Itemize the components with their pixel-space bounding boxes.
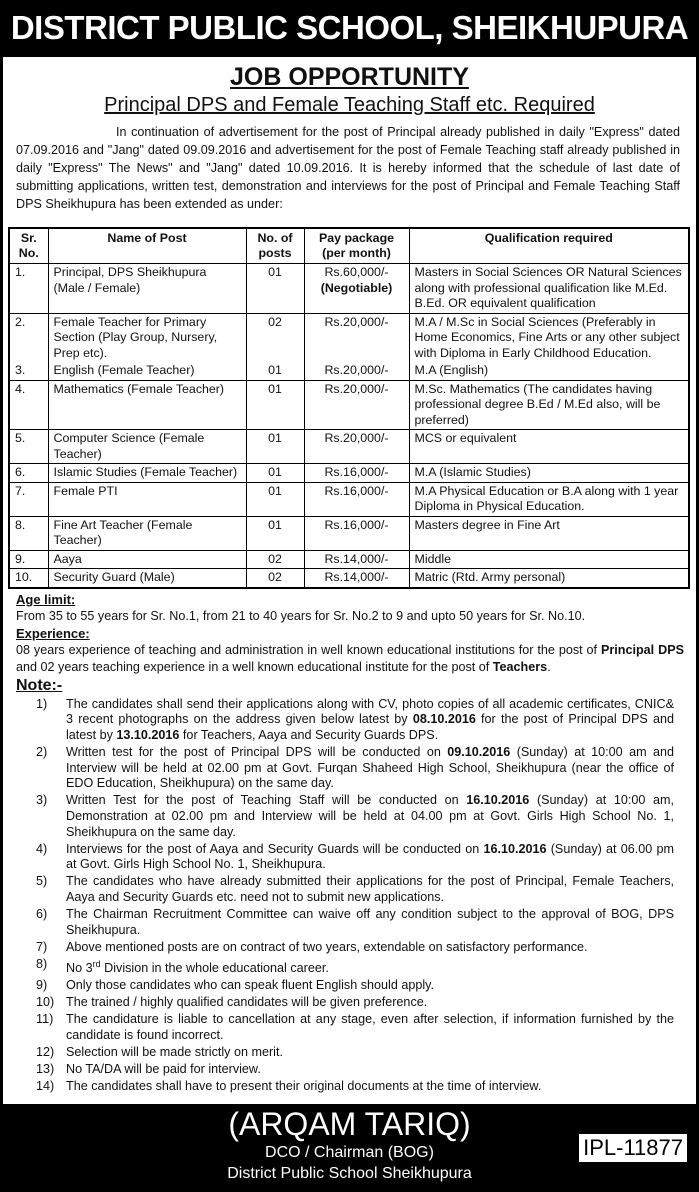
cell-posts: 01 bbox=[246, 464, 304, 483]
age-limit-heading: Age limit: bbox=[16, 591, 76, 607]
note-item bbox=[16, 940, 684, 956]
note-item bbox=[16, 874, 684, 905]
cell-posts: 01 bbox=[246, 362, 304, 380]
text-segment: 16.10.2016 bbox=[466, 793, 530, 808]
note-item bbox=[16, 745, 684, 792]
table-row bbox=[9, 482, 689, 516]
cell-posts: 01 bbox=[246, 516, 304, 550]
cell-qual: M.A / M.Sc in Social Sciences (Preferably in Home Economics, Fine Arts or any other subject with Diploma in Early Childhood Education. bbox=[409, 313, 689, 362]
note-number: 14) bbox=[36, 1078, 55, 1093]
text-segment: rd bbox=[92, 958, 101, 969]
cell-sr: 9. bbox=[9, 550, 48, 569]
note-item bbox=[16, 907, 684, 938]
cell-post: Principal, DPS Sheikhupura (Male / Female) bbox=[48, 264, 246, 314]
cell-sr: 3. bbox=[9, 362, 48, 380]
cell-post: Security Guard (Male) bbox=[48, 569, 246, 588]
cell-pay: Rs.14,000/- bbox=[304, 569, 409, 588]
text-segment: 08.10.2016 bbox=[412, 712, 476, 727]
cell-pay: Rs.14,000/- bbox=[304, 550, 409, 569]
note-item bbox=[16, 1079, 684, 1095]
cell-sr: 6. bbox=[9, 464, 48, 483]
advertisement-body bbox=[3, 57, 696, 1104]
cell-qual: Matric (Rtd. Army personal) bbox=[409, 569, 689, 588]
col-qualification: Qualification required bbox=[409, 228, 689, 264]
text-segment: The trained / highly qualified candidates will be given preference. bbox=[66, 995, 428, 1010]
text-segment: No 3 bbox=[66, 961, 93, 976]
text-segment: Written Test for the post of Teaching Staff will be conducted on bbox=[66, 793, 467, 808]
cell-posts: 01 bbox=[246, 380, 304, 430]
cell-post: Female Teacher for Primary Section (Play Group, Nursery, Prep etc). bbox=[48, 313, 246, 362]
cell-pay: Rs.16,000/- bbox=[304, 464, 409, 483]
cell-sr: 4. bbox=[9, 380, 48, 430]
text-segment: for the post of Principal DPS and latest by bbox=[66, 712, 674, 742]
cell-qual: MCS or equivalent bbox=[409, 430, 689, 464]
cell-pay: Rs.20,000/- bbox=[304, 430, 409, 464]
note-number: 1) bbox=[36, 696, 48, 711]
cell-posts: 02 bbox=[246, 569, 304, 588]
text-segment: Only those candidates who can speak fluent English should apply. bbox=[66, 978, 435, 993]
cell-qual: M.Sc. Mathematics (The candidates having professional degree B.Ed / M.Ed also, will be preferred) bbox=[409, 380, 689, 430]
cell-posts: 01 bbox=[246, 482, 304, 516]
text-segment: (Sunday) at 06.00 pm at Govt. Girls High School No. 1, Sheikhupura. bbox=[66, 841, 675, 872]
text-segment: The candidates shall send their applications along with CV, photo copies of all academic certificates, CNIC& 3 recent photographs on the address given below latest by bbox=[66, 696, 674, 727]
posts-table bbox=[8, 227, 690, 589]
cell-post: Fine Art Teacher (Female Teacher) bbox=[48, 516, 246, 550]
table-row bbox=[9, 550, 689, 569]
text-segment: The candidates shall have to present their original documents at the time of interview. bbox=[66, 1078, 542, 1093]
table-row bbox=[9, 430, 689, 464]
note-number: 9) bbox=[36, 978, 48, 993]
signatory-designation: DCO / Chairman (BOG) bbox=[265, 1143, 434, 1161]
cell-qual: M.A (Islamic Studies) bbox=[409, 464, 689, 483]
table-row bbox=[9, 380, 689, 430]
age-limit-text: From 35 to 55 years for Sr. No.1, from 21 to 40 years for Sr. No.2 to 9 and upto 50 years for Sr. No.10. bbox=[16, 608, 586, 623]
signatory-institution: District Public School Sheikhupura bbox=[227, 1164, 472, 1182]
note-number: 5) bbox=[36, 874, 48, 889]
col-post-name: Name of Post bbox=[48, 228, 246, 264]
text-segment: No TA/DA will be paid for interview. bbox=[66, 1061, 261, 1076]
text-segment: and 02 years teaching experience in a well known educational institute for the post of bbox=[16, 659, 493, 674]
cell-pay: Rs.20,000/- bbox=[304, 380, 409, 430]
table-row bbox=[9, 362, 689, 380]
note-item bbox=[16, 957, 684, 977]
cell-post: Mathematics (Female Teacher) bbox=[48, 380, 246, 430]
text-segment: The Chairman Recruitment Committee can waive off any condition subject to the approval of BOG, DPS Sheikhupura. bbox=[66, 907, 674, 937]
cell-posts: 02 bbox=[246, 313, 304, 362]
text-segment: The candidature is liable to cancellation at any stage, even after selection, if information furnished by the candidate is found incorrect. bbox=[66, 1012, 674, 1042]
col-sr-no: Sr. No. bbox=[9, 228, 48, 264]
text-segment: Above mentioned posts are on contract of two years, extendable on satisfactory performance. bbox=[66, 939, 588, 954]
cell-post: Female PTI bbox=[48, 482, 246, 516]
note-number: 12) bbox=[36, 1044, 55, 1059]
text-segment: The candidates who have already submitted their applications for the post of Principal, Female Teachers, Aaya and Security Guards etc. need not to submit new applications. bbox=[66, 874, 674, 905]
note-item bbox=[16, 697, 684, 744]
note-number: 4) bbox=[36, 841, 48, 856]
cell-qual: M.A Physical Education or B.A along with 1 year Diploma in Physical Education. bbox=[409, 482, 689, 516]
cell-pay: Rs.20,000/- bbox=[304, 362, 409, 380]
note-item bbox=[16, 995, 684, 1011]
text-segment: (Sunday) at 10:00 am and Interview will be held at 02.00 pm at Govt. Furqan Shaheed High School, Sheikhupura (near the office of EDO Education, Sheikhupura) on the same day. bbox=[66, 744, 674, 791]
text-segment: for Teachers, Aaya and Security Guards DPS. bbox=[179, 727, 439, 742]
note-number: 2) bbox=[36, 744, 48, 759]
table-row bbox=[9, 464, 689, 483]
note-item bbox=[16, 842, 684, 873]
notes-heading: Note:- bbox=[16, 676, 63, 694]
note-number: 3) bbox=[36, 793, 48, 808]
cell-sr: 10. bbox=[9, 569, 48, 588]
pay-amount: Rs.60,000/- bbox=[324, 265, 389, 279]
text-segment: Principal DPS bbox=[600, 642, 684, 657]
note-number: 8) bbox=[36, 956, 48, 971]
cell-posts: 01 bbox=[246, 264, 304, 314]
text-segment: . bbox=[547, 659, 551, 674]
ad-reference-code: IPL-11877 bbox=[579, 1134, 687, 1162]
table-row bbox=[9, 569, 689, 588]
col-no-of-posts: No. of posts bbox=[246, 228, 304, 264]
experience-heading: Experience: bbox=[16, 625, 90, 641]
cell-pay: Rs.16,000/- bbox=[304, 516, 409, 550]
cell-qual: Masters degree in Fine Art bbox=[409, 516, 689, 550]
note-item bbox=[16, 978, 684, 994]
cell-pay: Rs.20,000/- bbox=[304, 313, 409, 362]
signature-block bbox=[0, 1104, 699, 1192]
text-segment: Selection will be made strictly on merit. bbox=[66, 1044, 283, 1059]
text-segment: Division in the whole educational career. bbox=[100, 961, 329, 976]
school-name-banner: DISTRICT PUBLIC SCHOOL, SHEIKHUPURA bbox=[0, 0, 699, 57]
cell-post: Computer Science (Female Teacher) bbox=[48, 430, 246, 464]
note-number: 11) bbox=[36, 1012, 54, 1027]
text-segment: 08 years experience of teaching and administration in well known educational institutions for the post of bbox=[16, 642, 601, 657]
cell-posts: 02 bbox=[246, 550, 304, 569]
col-pay-package: Pay package (per month) bbox=[304, 228, 409, 264]
text-segment: (Sunday) at 10:00 am, Demonstration at 02.00 pm and Interview will be held at 04.00 pm at Govt. Girls High School No. 1, Sheikhupura on the same day. bbox=[66, 793, 674, 839]
cell-post: Islamic Studies (Female Teacher) bbox=[48, 464, 246, 483]
age-limit-section bbox=[16, 591, 684, 1095]
text-segment: Written test for the post of Principal DPS will be conducted on bbox=[66, 744, 448, 759]
cell-qual: Middle bbox=[409, 550, 689, 569]
text-segment: Interviews for the post of Aaya and Security Guards will be conducted on bbox=[66, 841, 484, 856]
experience-text bbox=[16, 642, 684, 676]
text-segment: Teachers bbox=[492, 659, 548, 674]
cell-qual: Masters in Social Sciences OR Natural Sciences along with professional qualification like M.Ed. B.Ed. OR equivalent qualification bbox=[409, 264, 689, 314]
text-segment: 09.10.2016 bbox=[447, 744, 511, 759]
cell-sr: 8. bbox=[9, 516, 48, 550]
cell-sr: 1. bbox=[9, 264, 48, 314]
ad-subtitle: Principal DPS and Female Teaching Staff etc. Required bbox=[104, 94, 595, 116]
cell-pay bbox=[304, 264, 409, 314]
cell-sr: 2. bbox=[9, 313, 48, 362]
table-row bbox=[9, 516, 689, 550]
note-number: 6) bbox=[36, 907, 48, 922]
note-number: 10) bbox=[36, 995, 55, 1010]
cell-post: English (Female Teacher) bbox=[48, 362, 246, 380]
note-number: 7) bbox=[36, 939, 48, 954]
table-row bbox=[9, 313, 689, 362]
cell-pay: Rs.16,000/- bbox=[304, 482, 409, 516]
cell-sr: 5. bbox=[9, 430, 48, 464]
pay-note: (Negotiable) bbox=[320, 280, 393, 295]
signatory-name: (ARQAM TARIQ) bbox=[228, 1105, 471, 1142]
table-header-row bbox=[9, 228, 689, 264]
note-item bbox=[16, 1012, 684, 1043]
text-segment: 16.10.2016 bbox=[483, 841, 547, 856]
text-segment: 13.10.2016 bbox=[116, 727, 180, 742]
note-item bbox=[16, 793, 684, 840]
cell-post: Aaya bbox=[48, 550, 246, 569]
note-number: 13) bbox=[36, 1061, 55, 1076]
cell-qual: M.A (English) bbox=[409, 362, 689, 380]
intro-paragraph: In continuation of advertisement for the post of Principal already published in daily "Express" dated 07.09.2016 and "Jang" dated 09.09.2016 and advertisement for the post of Female Teaching staff already published in daily "Express" The News" and "Jang" dated 10.09.2016. It is hereby informed that the schedule of last date of submitting applications, written test, demonstration and interviews for the post of Principal and Female Teaching Staff DPS Sheikhupura has been extended as under: bbox=[16, 125, 680, 211]
table-row bbox=[9, 264, 689, 314]
ad-title: JOB OPPORTUNITY bbox=[230, 63, 469, 91]
cell-posts: 01 bbox=[246, 430, 304, 464]
note-item bbox=[16, 1062, 684, 1078]
note-item bbox=[16, 1045, 684, 1061]
notes-list bbox=[16, 697, 684, 1095]
cell-sr: 7. bbox=[9, 482, 48, 516]
